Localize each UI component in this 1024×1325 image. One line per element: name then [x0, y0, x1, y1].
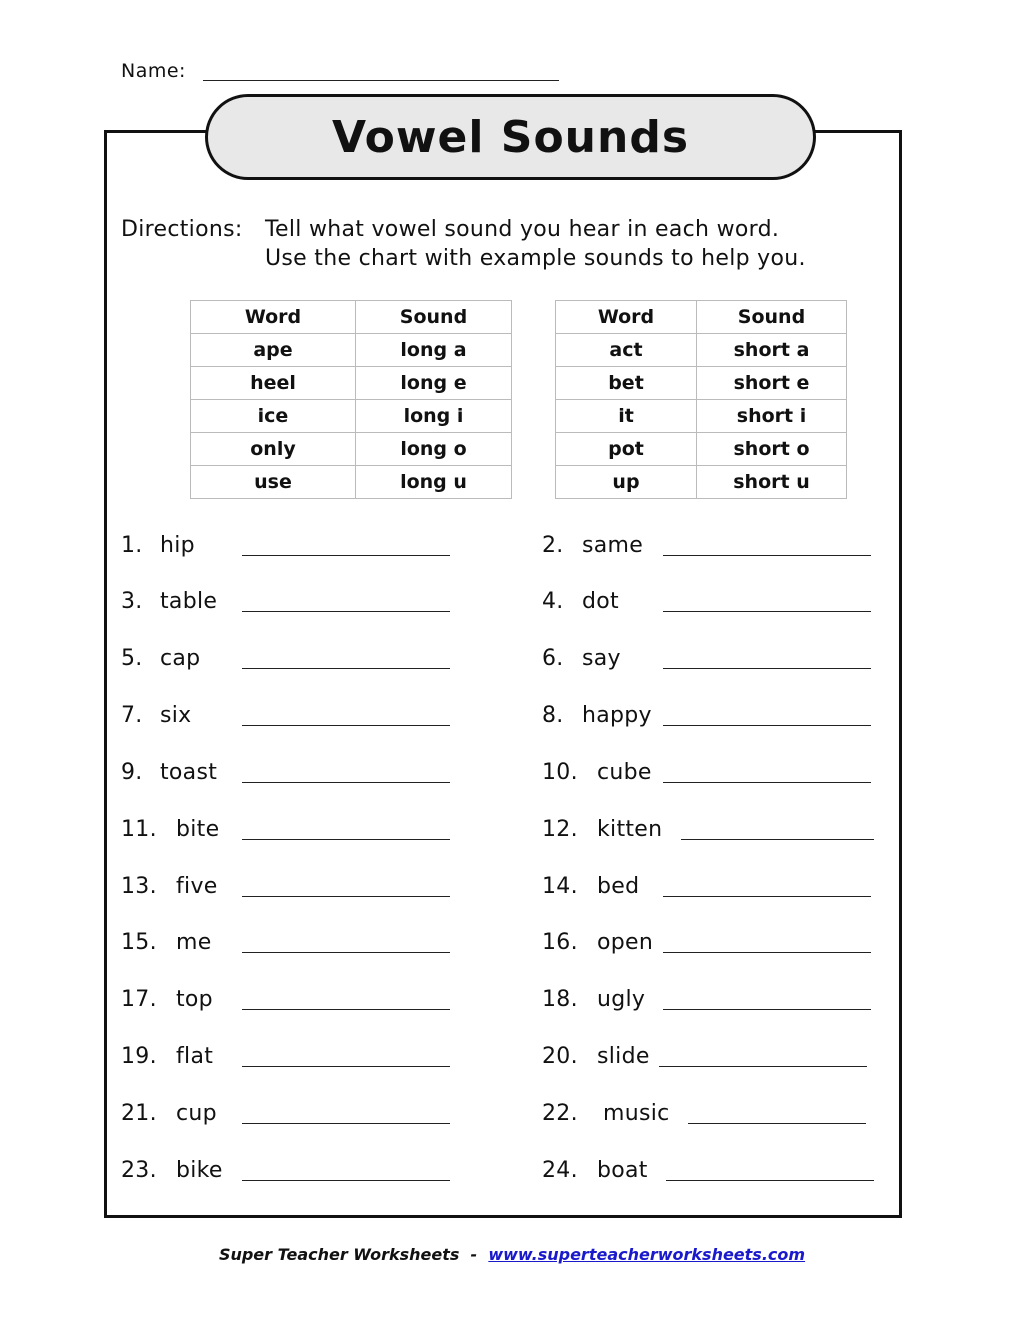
- answer-blank-line[interactable]: [242, 896, 450, 897]
- chart-sound: short e: [697, 367, 847, 400]
- question-word: open: [597, 930, 654, 955]
- answer-blank-line[interactable]: [663, 952, 871, 953]
- name-blank-line[interactable]: [203, 80, 559, 81]
- chart-word: act: [556, 334, 697, 367]
- directions-label: Directions:: [121, 217, 243, 242]
- chart-row: [191, 433, 512, 466]
- question-word: toast: [160, 760, 218, 785]
- chart-word: it: [556, 400, 697, 433]
- page-title: Vowel Sounds: [205, 94, 816, 180]
- question-number: 10.: [542, 760, 578, 785]
- answer-blank-line[interactable]: [242, 782, 450, 783]
- answer-blank-line[interactable]: [242, 1066, 450, 1067]
- question-number: 6.: [542, 646, 564, 671]
- question-word: bite: [176, 817, 220, 842]
- answer-blank-line[interactable]: [242, 725, 450, 726]
- answer-blank-line[interactable]: [663, 725, 871, 726]
- footer-brand: Super Teacher Worksheets: [218, 1245, 460, 1264]
- chart-row: [191, 334, 512, 367]
- question-number: 3.: [121, 589, 143, 614]
- chart-sound: short u: [697, 466, 847, 499]
- chart-sound: long i: [356, 400, 512, 433]
- question-number: 17.: [121, 987, 157, 1012]
- question-word: dot: [582, 589, 619, 614]
- question-number: 20.: [542, 1044, 578, 1069]
- question-number: 14.: [542, 874, 578, 899]
- question-word: kitten: [597, 817, 663, 842]
- chart-sound: short i: [697, 400, 847, 433]
- chart-header-word: Word: [191, 301, 356, 334]
- chart-sound: long o: [356, 433, 512, 466]
- chart-row: [191, 466, 512, 499]
- chart-row: [556, 466, 847, 499]
- name-label: Name:: [121, 60, 186, 82]
- chart-word: only: [191, 433, 356, 466]
- chart-header-word: Word: [556, 301, 697, 334]
- answer-blank-line[interactable]: [242, 1123, 450, 1124]
- question-word: same: [582, 533, 644, 558]
- question-number: 5.: [121, 646, 143, 671]
- answer-blank-line[interactable]: [663, 668, 871, 669]
- question-word: boat: [597, 1158, 648, 1183]
- worksheet-frame: [104, 130, 902, 1218]
- question-word: five: [176, 874, 218, 899]
- directions-line-1: Tell what vowel sound you hear in each word.: [265, 217, 780, 242]
- footer-separator: -: [470, 1245, 478, 1264]
- chart-word: heel: [191, 367, 356, 400]
- question-number: 1.: [121, 533, 143, 558]
- answer-blank-line[interactable]: [242, 1009, 450, 1010]
- answer-blank-line[interactable]: [242, 555, 450, 556]
- question-number: 15.: [121, 930, 157, 955]
- question-number: 19.: [121, 1044, 157, 1069]
- question-number: 11.: [121, 817, 157, 842]
- chart-sound: long u: [356, 466, 512, 499]
- question-word: cup: [176, 1101, 217, 1126]
- question-number: 22.: [542, 1101, 578, 1126]
- question-number: 4.: [542, 589, 564, 614]
- answer-blank-line[interactable]: [663, 1009, 871, 1010]
- question-word: top: [176, 987, 213, 1012]
- answer-blank-line[interactable]: [663, 611, 871, 612]
- chart-row: [556, 400, 847, 433]
- chart-sound: short o: [697, 433, 847, 466]
- answer-blank-line[interactable]: [663, 782, 871, 783]
- question-number: 12.: [542, 817, 578, 842]
- chart-header-row: [191, 301, 512, 334]
- chart-header-sound: Sound: [697, 301, 847, 334]
- chart-sound: short a: [697, 334, 847, 367]
- answer-blank-line[interactable]: [659, 1066, 867, 1067]
- chart-word: ape: [191, 334, 356, 367]
- answer-blank-line[interactable]: [242, 668, 450, 669]
- answer-blank-line[interactable]: [242, 611, 450, 612]
- question-number: 21.: [121, 1101, 157, 1126]
- chart-header-row: [556, 301, 847, 334]
- question-word: cube: [597, 760, 652, 785]
- answer-blank-line[interactable]: [666, 1180, 874, 1181]
- question-word: flat: [176, 1044, 214, 1069]
- chart-row: [556, 433, 847, 466]
- chart-header-sound: Sound: [356, 301, 512, 334]
- chart-row: [556, 334, 847, 367]
- question-word: say: [582, 646, 621, 671]
- question-word: table: [160, 589, 218, 614]
- chart-sound: long a: [356, 334, 512, 367]
- question-number: 16.: [542, 930, 578, 955]
- footer: [0, 1245, 1024, 1264]
- answer-blank-line[interactable]: [663, 555, 871, 556]
- question-word: six: [160, 703, 192, 728]
- question-number: 13.: [121, 874, 157, 899]
- question-number: 2.: [542, 533, 564, 558]
- long-vowel-chart: [190, 300, 512, 499]
- chart-word: ice: [191, 400, 356, 433]
- question-number: 7.: [121, 703, 143, 728]
- question-word: ugly: [597, 987, 646, 1012]
- question-number: 23.: [121, 1158, 157, 1183]
- chart-row: [556, 367, 847, 400]
- chart-word: use: [191, 466, 356, 499]
- question-word: slide: [597, 1044, 650, 1069]
- directions-line-2: Use the chart with example sounds to help you.: [265, 246, 806, 271]
- answer-blank-line[interactable]: [242, 952, 450, 953]
- question-word: bed: [597, 874, 640, 899]
- question-number: 8.: [542, 703, 564, 728]
- question-number: 18.: [542, 987, 578, 1012]
- question-word: cap: [160, 646, 201, 671]
- chart-word: up: [556, 466, 697, 499]
- question-word: music: [603, 1101, 670, 1126]
- question-number: 9.: [121, 760, 143, 785]
- answer-blank-line[interactable]: [681, 839, 874, 840]
- question-word: happy: [582, 703, 652, 728]
- answer-blank-line[interactable]: [688, 1123, 866, 1124]
- answer-blank-line[interactable]: [663, 896, 871, 897]
- answer-blank-line[interactable]: [242, 1180, 450, 1181]
- footer-website-link[interactable]: www.superteacherworksheets.com: [488, 1245, 806, 1264]
- chart-row: [191, 400, 512, 433]
- chart-word: pot: [556, 433, 697, 466]
- chart-sound: long e: [356, 367, 512, 400]
- question-word: hip: [160, 533, 195, 558]
- question-word: me: [176, 930, 212, 955]
- chart-word: bet: [556, 367, 697, 400]
- chart-row: [191, 367, 512, 400]
- answer-blank-line[interactable]: [242, 839, 450, 840]
- question-number: 24.: [542, 1158, 578, 1183]
- short-vowel-chart: [555, 300, 847, 499]
- question-word: bike: [176, 1158, 223, 1183]
